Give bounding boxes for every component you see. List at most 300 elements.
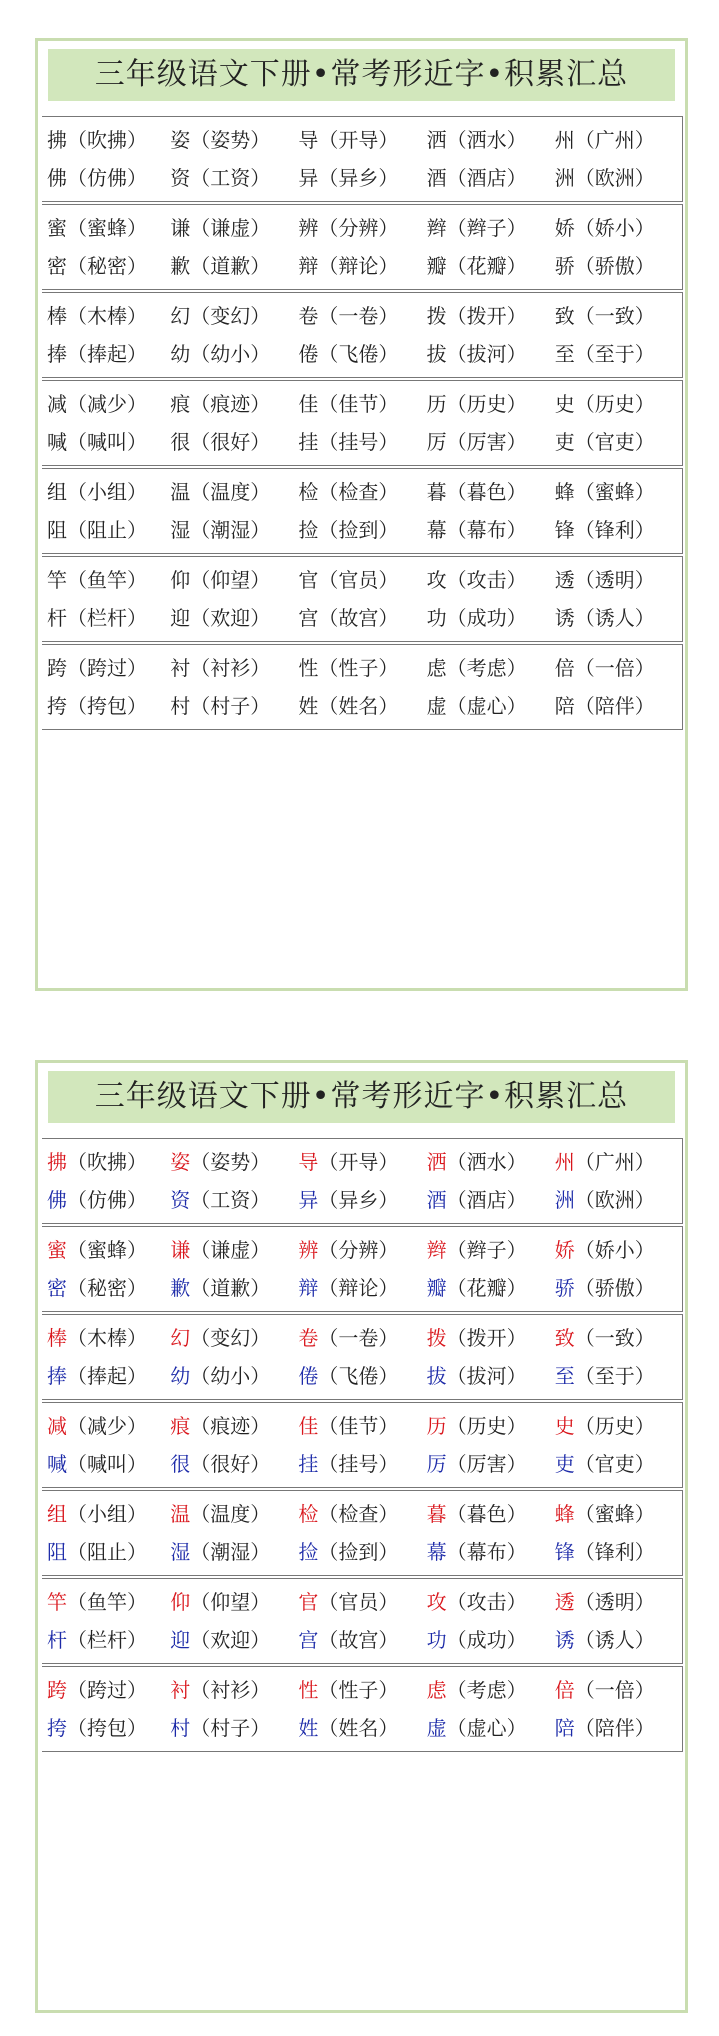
word-group bbox=[42, 1402, 683, 1488]
character: 州 bbox=[554, 128, 575, 152]
example-word: （虚心） bbox=[446, 1716, 527, 1740]
character: 挎 bbox=[47, 1716, 67, 1740]
character: 娇 bbox=[554, 1238, 575, 1262]
example-word: （仿佛） bbox=[67, 166, 147, 190]
example-word: （厉害） bbox=[446, 430, 527, 454]
plain-sheet bbox=[35, 38, 688, 991]
character: 酒 bbox=[426, 166, 447, 190]
word-group bbox=[42, 1578, 683, 1664]
word-entry bbox=[170, 1495, 298, 1533]
word-group bbox=[42, 1490, 683, 1576]
character: 捧 bbox=[47, 1364, 67, 1388]
word-entry bbox=[555, 1445, 683, 1483]
word-entry bbox=[170, 1533, 298, 1571]
character: 挂 bbox=[298, 430, 319, 454]
character: 很 bbox=[170, 430, 191, 454]
example-word: （酒店） bbox=[446, 166, 527, 190]
word-entry bbox=[555, 335, 683, 373]
example-word: （佳节） bbox=[318, 392, 399, 416]
example-word: （栏杆） bbox=[67, 1628, 147, 1652]
word-entry bbox=[170, 687, 298, 725]
example-word: （锋利） bbox=[574, 518, 655, 542]
word-group bbox=[42, 1226, 683, 1312]
character: 拔 bbox=[426, 342, 447, 366]
character: 幕 bbox=[426, 1540, 447, 1564]
character: 拂 bbox=[47, 1150, 67, 1174]
word-entry bbox=[298, 1269, 426, 1307]
example-word: （捧起） bbox=[67, 1364, 147, 1388]
example-word: （性子） bbox=[318, 656, 399, 680]
word-entry bbox=[170, 1621, 298, 1659]
example-word: （辫子） bbox=[446, 1238, 527, 1262]
example-word: （捧起） bbox=[67, 342, 147, 366]
word-row bbox=[42, 297, 683, 335]
character: 辨 bbox=[298, 1238, 319, 1262]
character: 辨 bbox=[298, 216, 319, 240]
character: 辩 bbox=[298, 254, 319, 278]
character: 捡 bbox=[298, 1540, 319, 1564]
character: 佳 bbox=[298, 1414, 319, 1438]
character: 检 bbox=[298, 1502, 319, 1526]
character: 喊 bbox=[47, 1452, 67, 1476]
word-entry bbox=[298, 561, 426, 599]
word-entry bbox=[42, 1319, 170, 1357]
character: 功 bbox=[426, 606, 447, 630]
example-word: （挂号） bbox=[318, 1452, 399, 1476]
character: 骄 bbox=[554, 1276, 575, 1300]
character: 迎 bbox=[170, 606, 191, 630]
character: 倍 bbox=[554, 656, 575, 680]
example-word: （分辨） bbox=[318, 216, 399, 240]
word-entry bbox=[170, 335, 298, 373]
word-entry bbox=[170, 1709, 298, 1747]
word-row bbox=[42, 1143, 683, 1181]
character: 酒 bbox=[426, 1188, 447, 1212]
example-word: （一致） bbox=[574, 304, 655, 328]
example-word: （花瓣） bbox=[446, 254, 527, 278]
character: 组 bbox=[47, 480, 67, 504]
example-word: （陪伴） bbox=[574, 1716, 655, 1740]
character: 致 bbox=[554, 1326, 575, 1350]
character: 挂 bbox=[298, 1452, 319, 1476]
word-entry bbox=[555, 1583, 683, 1621]
word-entry bbox=[298, 335, 426, 373]
example-word: （小组） bbox=[67, 480, 147, 504]
word-entry bbox=[555, 423, 683, 461]
character: 至 bbox=[554, 1364, 575, 1388]
word-entry bbox=[170, 209, 298, 247]
character: 官 bbox=[298, 1590, 319, 1614]
word-group bbox=[42, 468, 683, 554]
character: 蜜 bbox=[47, 1238, 67, 1262]
character: 衬 bbox=[170, 1678, 191, 1702]
word-entry bbox=[298, 511, 426, 549]
word-group bbox=[42, 116, 683, 202]
word-entry bbox=[170, 1583, 298, 1621]
word-entry bbox=[427, 1533, 555, 1571]
character: 洲 bbox=[554, 166, 575, 190]
example-word: （蜜蜂） bbox=[574, 1502, 655, 1526]
word-entry bbox=[427, 511, 555, 549]
word-entry bbox=[170, 511, 298, 549]
character: 州 bbox=[554, 1150, 575, 1174]
example-word: （工资） bbox=[190, 166, 271, 190]
character: 宫 bbox=[298, 1628, 319, 1652]
character: 洒 bbox=[426, 1150, 447, 1174]
word-entry bbox=[298, 423, 426, 461]
character: 锋 bbox=[554, 518, 575, 542]
character: 迎 bbox=[170, 1628, 191, 1652]
example-word: （攻击） bbox=[446, 568, 527, 592]
character: 幻 bbox=[170, 304, 191, 328]
character: 姿 bbox=[170, 128, 191, 152]
example-word: （开导） bbox=[318, 1150, 399, 1174]
example-word: （道歉） bbox=[190, 1276, 271, 1300]
character: 仰 bbox=[170, 1590, 191, 1614]
word-entry bbox=[170, 297, 298, 335]
example-word: （很好） bbox=[190, 1452, 271, 1476]
word-entry bbox=[170, 1231, 298, 1269]
example-word: （变幻） bbox=[190, 1326, 271, 1350]
example-word: （异乡） bbox=[318, 1188, 399, 1212]
word-row bbox=[42, 1533, 683, 1571]
character: 拔 bbox=[426, 1364, 447, 1388]
word-entry bbox=[555, 1319, 683, 1357]
example-word: （谦虚） bbox=[190, 1238, 271, 1262]
example-word: （木棒） bbox=[67, 304, 147, 328]
example-word: （幕布） bbox=[446, 1540, 527, 1564]
word-entry bbox=[42, 1181, 170, 1219]
word-entry bbox=[555, 1533, 683, 1571]
example-word: （官吏） bbox=[574, 1452, 655, 1476]
word-entry bbox=[298, 385, 426, 423]
word-entry bbox=[298, 1583, 426, 1621]
word-row bbox=[42, 423, 683, 461]
word-entry bbox=[170, 423, 298, 461]
word-row bbox=[42, 121, 683, 159]
example-word: （跨过） bbox=[67, 656, 147, 680]
example-word: （辫子） bbox=[446, 216, 527, 240]
character: 宫 bbox=[298, 606, 319, 630]
example-word: （潮湿） bbox=[190, 1540, 271, 1564]
word-group bbox=[42, 1138, 683, 1224]
character: 暮 bbox=[426, 480, 447, 504]
example-word: （锋利） bbox=[574, 1540, 655, 1564]
word-group bbox=[42, 380, 683, 466]
character: 竿 bbox=[47, 568, 67, 592]
word-entry bbox=[298, 1231, 426, 1269]
character: 谦 bbox=[170, 216, 191, 240]
word-entry bbox=[42, 423, 170, 461]
character: 姿 bbox=[170, 1150, 191, 1174]
word-entry bbox=[427, 297, 555, 335]
character: 佳 bbox=[298, 392, 319, 416]
word-entry bbox=[427, 1357, 555, 1395]
word-row bbox=[42, 1319, 683, 1357]
word-entry bbox=[298, 1319, 426, 1357]
character: 洲 bbox=[554, 1188, 575, 1212]
character: 痕 bbox=[170, 392, 191, 416]
word-entry bbox=[298, 209, 426, 247]
character: 杆 bbox=[47, 1628, 67, 1652]
word-row bbox=[42, 1231, 683, 1269]
example-word: （喊叫） bbox=[67, 430, 147, 454]
word-entry bbox=[555, 599, 683, 637]
example-word: （欢迎） bbox=[190, 606, 271, 630]
character: 村 bbox=[170, 694, 191, 718]
example-word: （变幻） bbox=[190, 304, 271, 328]
character: 拨 bbox=[426, 304, 447, 328]
word-entry bbox=[170, 599, 298, 637]
example-word: （姓名） bbox=[318, 1716, 399, 1740]
word-entry bbox=[427, 1407, 555, 1445]
word-entry bbox=[427, 473, 555, 511]
example-word: （故宫） bbox=[318, 606, 399, 630]
example-word: （暮色） bbox=[446, 480, 527, 504]
example-word: （拨开） bbox=[446, 1326, 527, 1350]
character: 瓣 bbox=[426, 1276, 447, 1300]
character: 村 bbox=[170, 1716, 191, 1740]
character: 虑 bbox=[426, 1678, 447, 1702]
character: 攻 bbox=[426, 1590, 447, 1614]
character: 喊 bbox=[47, 430, 67, 454]
example-word: （欧洲） bbox=[574, 166, 655, 190]
word-row bbox=[42, 1269, 683, 1307]
example-word: （幕布） bbox=[446, 518, 527, 542]
word-entry bbox=[42, 1269, 170, 1307]
example-word: （欧洲） bbox=[574, 1188, 655, 1212]
character: 锋 bbox=[554, 1540, 575, 1564]
example-word: （阻止） bbox=[67, 1540, 147, 1564]
example-word: （挂号） bbox=[318, 430, 399, 454]
word-entry bbox=[170, 1269, 298, 1307]
example-word: （痕迹） bbox=[190, 392, 271, 416]
example-word: （暮色） bbox=[446, 1502, 527, 1526]
example-word: （考虑） bbox=[446, 1678, 527, 1702]
example-word: （幼小） bbox=[190, 1364, 271, 1388]
example-word: （鱼竿） bbox=[67, 568, 147, 592]
word-entry bbox=[427, 1671, 555, 1709]
word-entry bbox=[555, 1621, 683, 1659]
word-entry bbox=[42, 1357, 170, 1395]
character: 辫 bbox=[426, 1238, 447, 1262]
character: 检 bbox=[298, 480, 319, 504]
word-entry bbox=[555, 1181, 683, 1219]
character: 幕 bbox=[426, 518, 447, 542]
example-word: （至于） bbox=[574, 1364, 655, 1388]
character: 暮 bbox=[426, 1502, 447, 1526]
character: 拂 bbox=[47, 128, 67, 152]
example-word: （官吏） bbox=[574, 430, 655, 454]
character: 官 bbox=[298, 568, 319, 592]
example-word: （洒水） bbox=[446, 128, 527, 152]
character: 卷 bbox=[298, 1326, 319, 1350]
example-word: （很好） bbox=[190, 430, 271, 454]
word-entry bbox=[427, 247, 555, 285]
word-row bbox=[42, 561, 683, 599]
word-entry bbox=[170, 1357, 298, 1395]
word-row bbox=[42, 1709, 683, 1747]
word-entry bbox=[42, 1533, 170, 1571]
character: 资 bbox=[170, 166, 191, 190]
word-entry bbox=[42, 1445, 170, 1483]
sheet-title: 三年级语文下册•常考形近字•积累汇总 bbox=[48, 1071, 675, 1123]
character: 陪 bbox=[554, 1716, 575, 1740]
example-word: （吹拂） bbox=[67, 1150, 147, 1174]
character: 密 bbox=[47, 254, 67, 278]
example-word: （娇小） bbox=[574, 216, 655, 240]
example-word: （蜜蜂） bbox=[67, 1238, 147, 1262]
example-word: （厉害） bbox=[446, 1452, 527, 1476]
example-word: （诱人） bbox=[574, 606, 655, 630]
word-entry bbox=[555, 1709, 683, 1747]
word-entry bbox=[427, 687, 555, 725]
example-word: （花瓣） bbox=[446, 1276, 527, 1300]
example-word: （陪伴） bbox=[574, 694, 655, 718]
character: 骄 bbox=[554, 254, 575, 278]
example-word: （衬衫） bbox=[190, 1678, 271, 1702]
word-group bbox=[42, 644, 683, 730]
example-word: （诱人） bbox=[574, 1628, 655, 1652]
word-entry bbox=[42, 297, 170, 335]
word-entry bbox=[298, 159, 426, 197]
example-word: （仰望） bbox=[190, 568, 271, 592]
word-row bbox=[42, 335, 683, 373]
character: 虚 bbox=[426, 1716, 447, 1740]
character: 减 bbox=[47, 1414, 67, 1438]
word-entry bbox=[42, 121, 170, 159]
character: 厉 bbox=[426, 430, 447, 454]
word-entry bbox=[427, 561, 555, 599]
word-entry bbox=[555, 473, 683, 511]
example-word: （减少） bbox=[67, 1414, 147, 1438]
character: 蜜 bbox=[47, 216, 67, 240]
word-group bbox=[42, 292, 683, 378]
word-entry bbox=[170, 473, 298, 511]
word-row bbox=[42, 1357, 683, 1395]
word-entry bbox=[427, 599, 555, 637]
word-entry bbox=[170, 1181, 298, 1219]
character: 虚 bbox=[426, 694, 447, 718]
word-entry bbox=[427, 1495, 555, 1533]
word-entry bbox=[298, 1621, 426, 1659]
word-entry bbox=[555, 561, 683, 599]
word-row bbox=[42, 1495, 683, 1533]
example-word: （潮湿） bbox=[190, 518, 271, 542]
word-entry bbox=[298, 1357, 426, 1395]
character: 衬 bbox=[170, 656, 191, 680]
word-row bbox=[42, 1671, 683, 1709]
word-entry bbox=[298, 1407, 426, 1445]
word-group bbox=[42, 1314, 683, 1400]
character: 透 bbox=[554, 1590, 575, 1614]
character: 娇 bbox=[554, 216, 575, 240]
word-entry bbox=[427, 423, 555, 461]
character: 倦 bbox=[298, 342, 319, 366]
character: 拨 bbox=[426, 1326, 447, 1350]
word-entry bbox=[555, 511, 683, 549]
example-word: （辩论） bbox=[318, 254, 399, 278]
example-word: （秘密） bbox=[67, 254, 147, 278]
character: 透 bbox=[554, 568, 575, 592]
word-entry bbox=[42, 1583, 170, 1621]
example-word: （鱼竿） bbox=[67, 1590, 147, 1614]
character: 诱 bbox=[554, 606, 575, 630]
example-word: （佳节） bbox=[318, 1414, 399, 1438]
example-word: （痕迹） bbox=[190, 1414, 271, 1438]
word-entry bbox=[427, 1231, 555, 1269]
example-word: （性子） bbox=[318, 1678, 399, 1702]
word-entry bbox=[427, 1319, 555, 1357]
example-word: （考虑） bbox=[446, 656, 527, 680]
word-row bbox=[42, 599, 683, 637]
character: 幻 bbox=[170, 1326, 191, 1350]
word-entry bbox=[427, 1709, 555, 1747]
character: 史 bbox=[554, 1414, 575, 1438]
character: 性 bbox=[298, 656, 319, 680]
word-entry bbox=[298, 1181, 426, 1219]
word-entry bbox=[170, 1671, 298, 1709]
example-word: （透明） bbox=[574, 1590, 655, 1614]
word-entry bbox=[427, 1143, 555, 1181]
example-word: （成功） bbox=[446, 606, 527, 630]
word-group bbox=[42, 556, 683, 642]
word-entry bbox=[555, 1671, 683, 1709]
character: 密 bbox=[47, 1276, 67, 1300]
word-entry bbox=[170, 247, 298, 285]
example-word: （道歉） bbox=[190, 254, 271, 278]
example-word: （酒店） bbox=[446, 1188, 527, 1212]
word-entry bbox=[42, 209, 170, 247]
character: 导 bbox=[298, 128, 319, 152]
example-word: （木棒） bbox=[67, 1326, 147, 1350]
word-entry bbox=[427, 1181, 555, 1219]
example-word: （官员） bbox=[318, 568, 399, 592]
word-entry bbox=[42, 385, 170, 423]
example-word: （挎包） bbox=[67, 1716, 147, 1740]
word-entry bbox=[298, 1143, 426, 1181]
example-word: （历史） bbox=[574, 392, 655, 416]
example-word: （骄傲） bbox=[574, 254, 655, 278]
example-word: （检查） bbox=[318, 1502, 399, 1526]
character: 歉 bbox=[170, 254, 191, 278]
character: 捡 bbox=[298, 518, 319, 542]
example-word: （村子） bbox=[190, 1716, 271, 1740]
example-word: （成功） bbox=[446, 1628, 527, 1652]
word-entry bbox=[555, 649, 683, 687]
example-word: （姿势） bbox=[190, 128, 271, 152]
character: 谦 bbox=[170, 1238, 191, 1262]
word-entry bbox=[555, 687, 683, 725]
word-entry bbox=[555, 1269, 683, 1307]
word-entry bbox=[42, 1709, 170, 1747]
example-word: （拨开） bbox=[446, 304, 527, 328]
example-word: （虚心） bbox=[446, 694, 527, 718]
example-word: （谦虚） bbox=[190, 216, 271, 240]
word-entry bbox=[427, 121, 555, 159]
character: 厉 bbox=[426, 1452, 447, 1476]
example-word: （一卷） bbox=[318, 1326, 399, 1350]
word-row bbox=[42, 1407, 683, 1445]
character: 历 bbox=[426, 1414, 447, 1438]
example-word: （姓名） bbox=[318, 694, 399, 718]
word-entry bbox=[427, 1621, 555, 1659]
character: 性 bbox=[298, 1678, 319, 1702]
word-row bbox=[42, 209, 683, 247]
word-entry bbox=[170, 1143, 298, 1181]
example-word: （蜜蜂） bbox=[67, 216, 147, 240]
word-entry bbox=[555, 1495, 683, 1533]
